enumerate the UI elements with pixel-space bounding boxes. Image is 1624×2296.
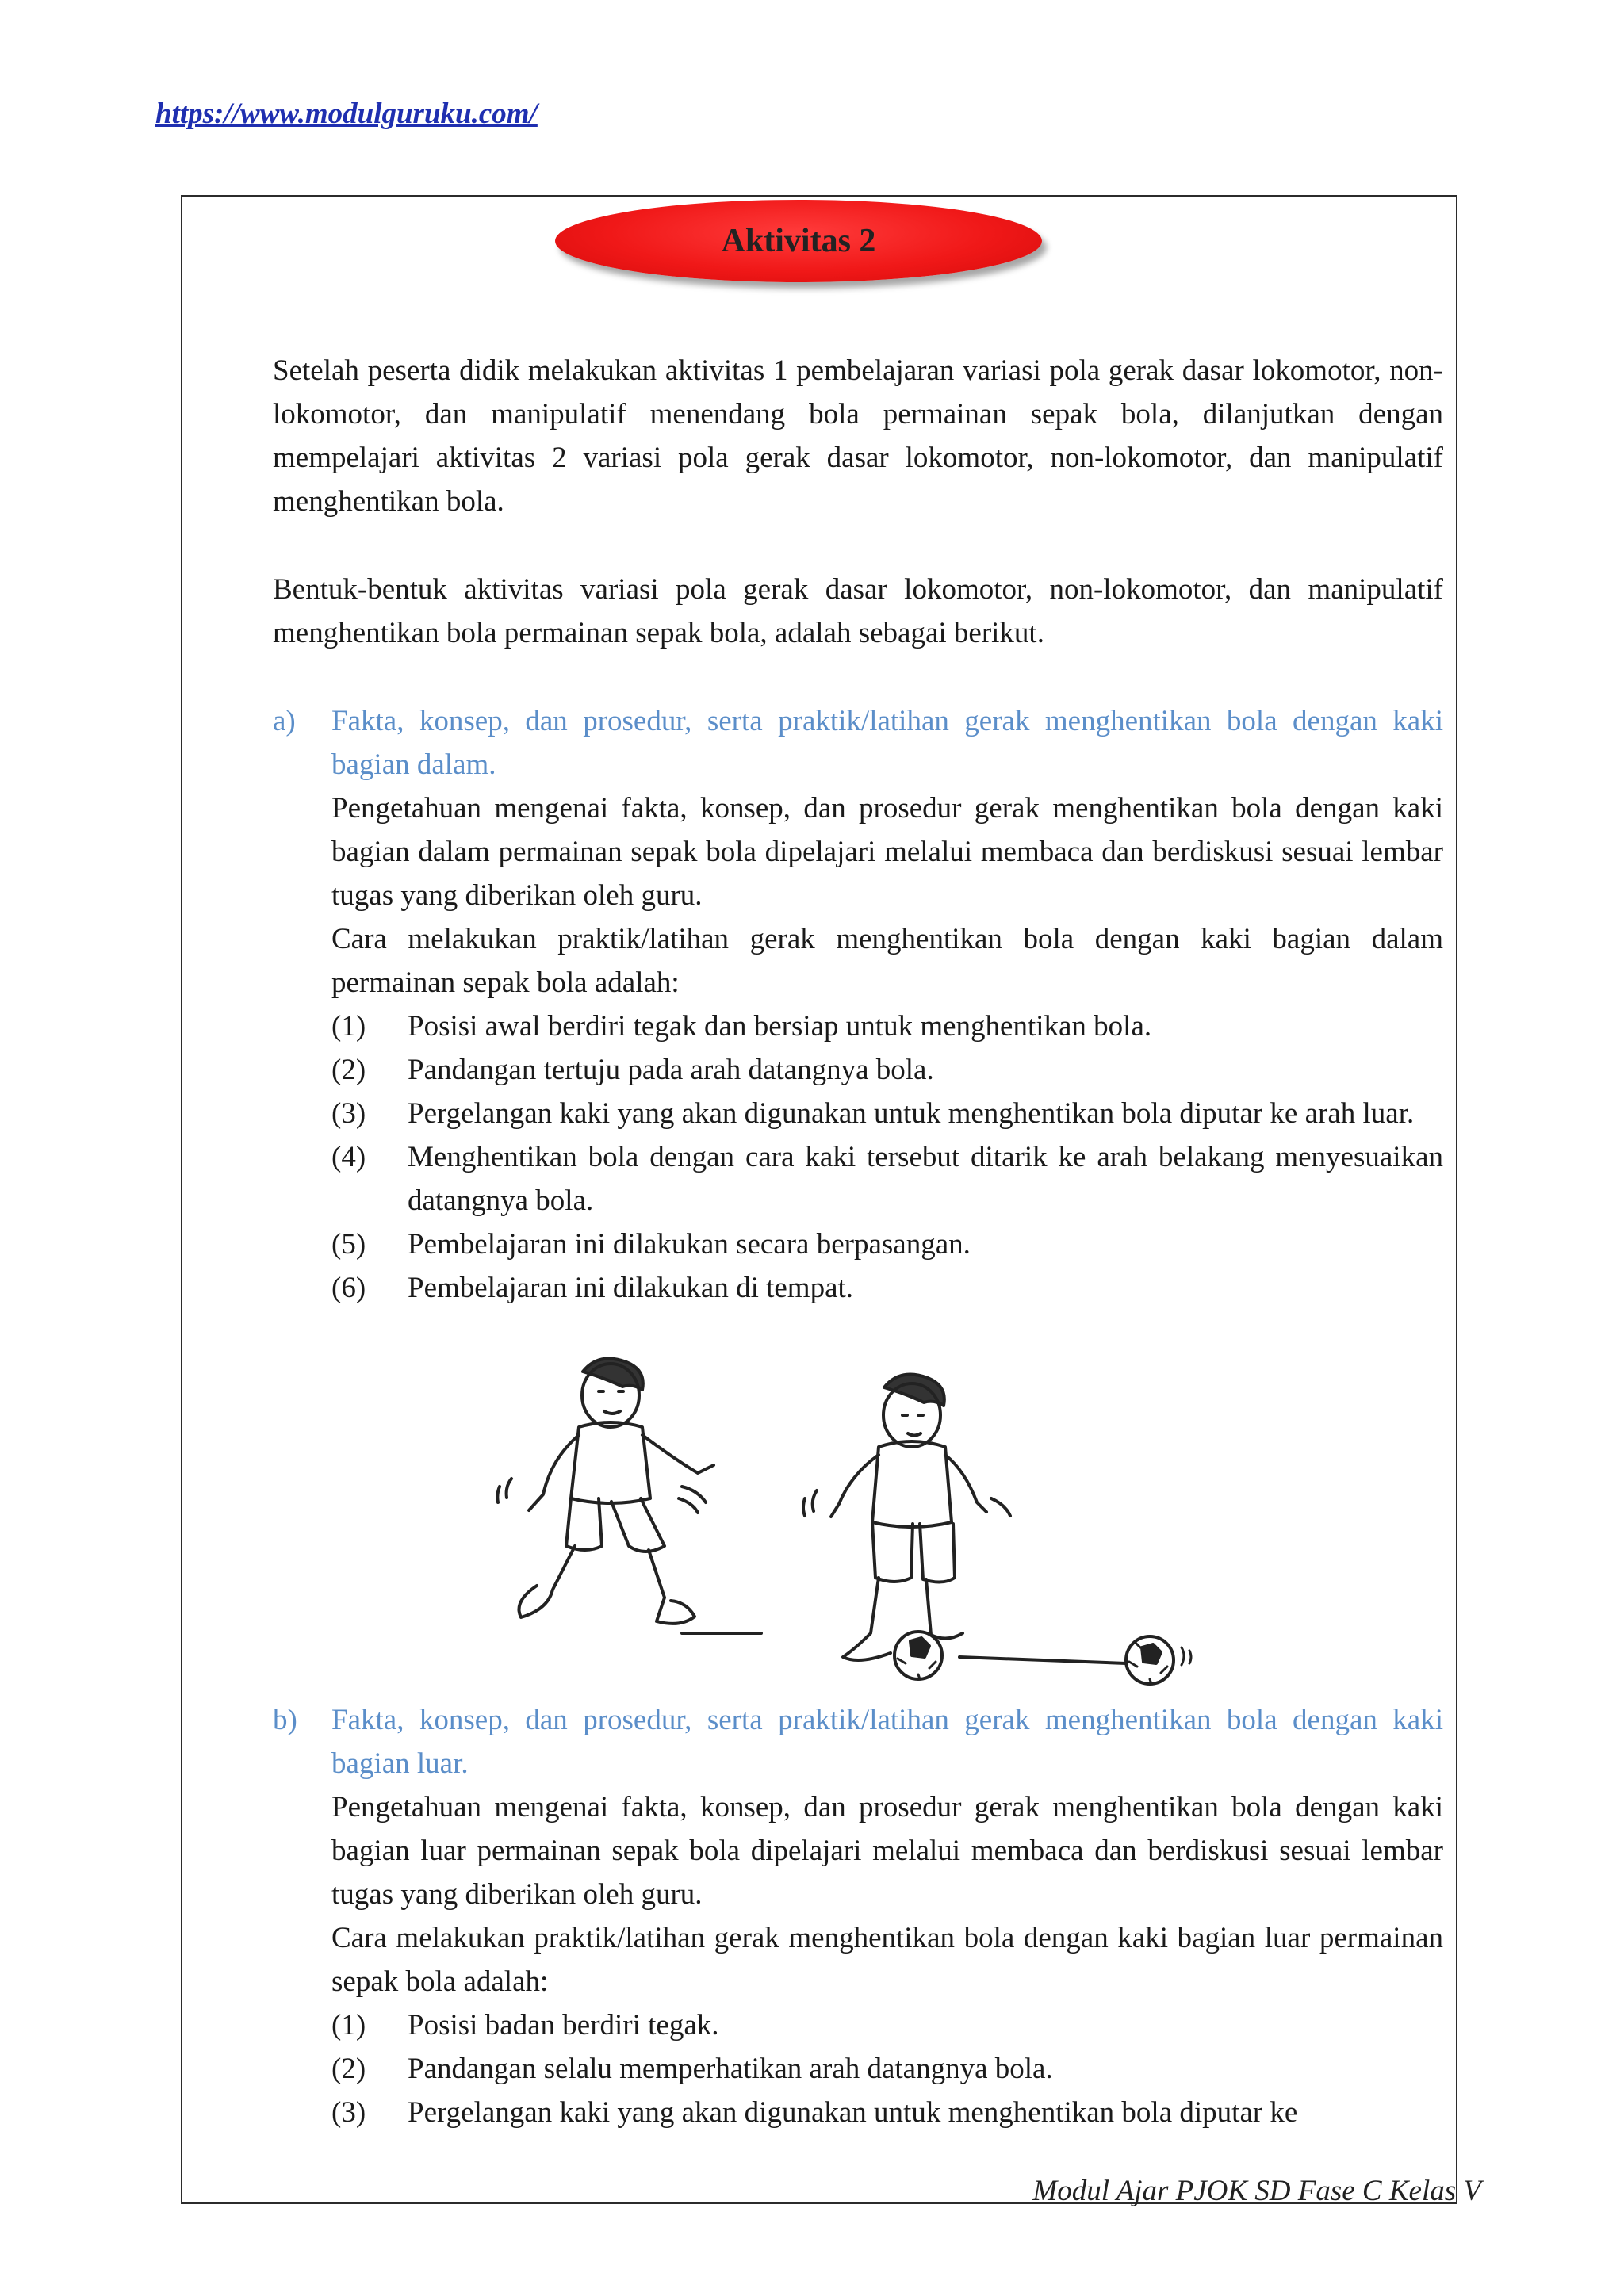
list-item: (3) Pergelangan kaki yang akan digunakan untuk menghentikan bola diputar ke arah luar. [331, 1097, 1415, 1130]
activity-title: Aktivitas 2 [721, 223, 876, 259]
intro-paragraph-2: Bentuk-bentuk aktivitas variasi pola gerak dasar lokomotor, non-lokomotor, dan manipulatif menghentikan bola permainan sepak bola, adalah sebagai berikut. [273, 573, 1443, 649]
boy-running-figure [497, 1359, 761, 1633]
header-url-link[interactable]: https://www.modulguruku.com/ [155, 98, 538, 130]
list-item: (1) Posisi awal berdiri tegak dan bersiap untuk menghentikan bola. [331, 1010, 1152, 1043]
boy-stopping-figure [803, 1375, 1126, 1679]
intro-paragraph-1: Setelah peserta didik melakukan aktivitas 1 pembelajaran variasi pola gerak dasar lokomotor, non-lokomotor, dan manipulatif menendang bola permainan sepak bola, dilanjutkan dengan mempelajari aktivitas 2 variasi pola gerak dasar lokomotor, non-lokomotor, dan manipulatif menghentikan bola. [273, 354, 1443, 518]
section-a-steps [331, 1004, 1443, 1310]
section-b-heading [273, 1698, 1443, 1785]
list-item: (5) Pembelajaran ini dilakukan secara berpasangan. [331, 1228, 971, 1261]
ball-stopping-illustration [444, 1348, 1205, 1689]
list-item: (6) Pembelajaran ini dilakukan di tempat. [331, 1272, 854, 1304]
section-b-steps [331, 2003, 1443, 2134]
section-b-label: b) [273, 1704, 297, 1736]
soccer-ball-icon [1126, 1636, 1191, 1684]
section-b-knowledge: Pengetahuan mengenai fakta, konsep, dan prosedur gerak menghentikan bola dengan kaki bagian luar permainan sepak bola dipelajari melalui membaca dan berdiskusi sesuai lembar tugas yang diberikan oleh guru. [331, 1791, 1443, 1911]
activity-title-badge [555, 200, 1042, 282]
section-b-method: Cara melakukan praktik/latihan gerak menghentikan bola dengan kaki bagian luar permainan sepak bola adalah: [331, 1922, 1443, 1998]
list-item: (2) Pandangan selalu memperhatikan arah datangnya bola. [331, 2053, 1053, 2085]
list-item: (4) Menghentikan bola dengan cara kaki tersebut ditarik ke arah belakang menyesuaikan datangnya bola. [331, 1141, 1443, 1217]
list-item: (3) Pergelangan kaki yang akan digunakan untuk menghentikan bola diputar ke [331, 2096, 1298, 2129]
list-item: (2) Pandangan tertuju pada arah datangnya bola. [331, 1054, 934, 1086]
list-item: (1) Posisi badan berdiri tegak. [331, 2009, 719, 2042]
section-a-heading-text: Fakta, konsep, dan prosedur, serta praktik/latihan gerak menghentikan bola dengan kaki bagian dalam. [331, 705, 1443, 781]
section-a-heading [273, 699, 1443, 786]
section-a-method: Cara melakukan praktik/latihan gerak menghentikan bola dengan kaki bagian dalam permainan sepak bola adalah: [331, 923, 1443, 999]
section-a-knowledge: Pengetahuan mengenai fakta, konsep, dan prosedur gerak menghentikan bola dengan kaki bagian dalam permainan sepak bola dipelajari melalui membaca dan berdiskusi sesuai lembar tugas yang diberikan oleh guru. [331, 792, 1443, 912]
section-b-heading-text: Fakta, konsep, dan prosedur, serta praktik/latihan gerak menghentikan bola dengan kaki bagian luar. [331, 1704, 1443, 1780]
page-footer: Modul Ajar PJOK SD Fase C Kelas V [1032, 2175, 1481, 2207]
section-a-label: a) [273, 705, 296, 737]
